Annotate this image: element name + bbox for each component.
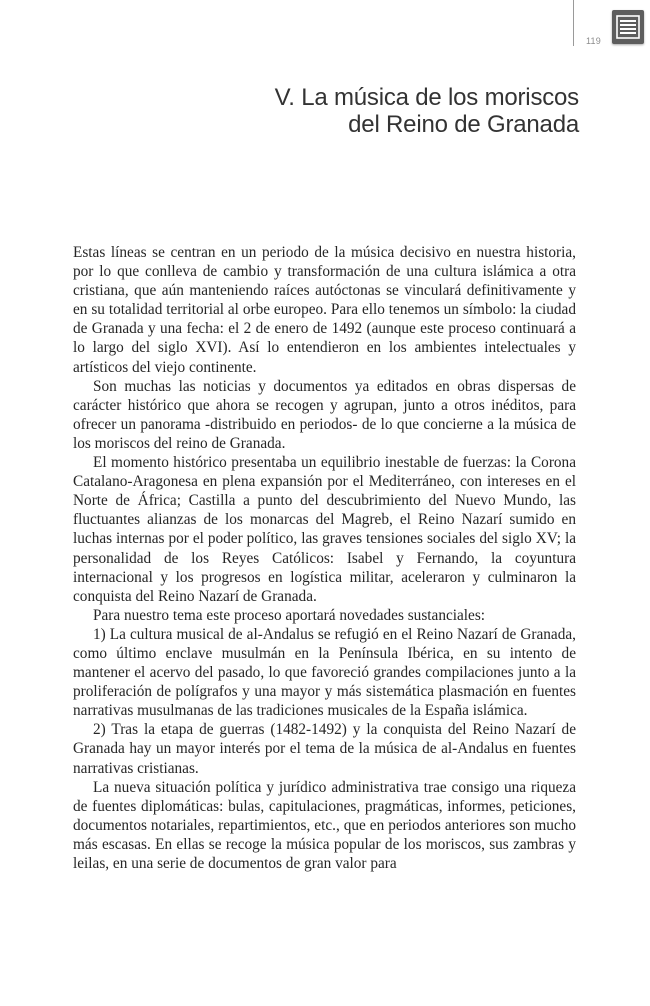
header-divider bbox=[573, 0, 574, 46]
paragraph-diplomatic-sources: La nueva situación política y jurídico administrativa trae consigo una riqueza de fuentes diplomáticas: bulas, capitulaciones, pragmáticas, informes, peticiones, documentos notariales, repartimientos, etc., que en periodos anteriores son mucho más escasas. En ellas se recoge la música popular de los moriscos, sus zambras y leilas, en una serie de documentos de gran valor para bbox=[73, 778, 576, 872]
paragraph-point-2: 2) Tras la etapa de guerras (1482-1492) y la conquista del Reino Nazarí de Granada hay un mayor interés por el tema de la música de al-Andalus en fuentes narrativas cristianas. bbox=[73, 721, 576, 777]
body-text bbox=[73, 243, 576, 873]
paragraph-point-1: 1) La cultura musical de al-Andalus se refugió en el Reino Nazarí de Granada, como último enclave musulmán en la Península Ibérica, en su intento de mantener el acervo del pasado, lo que favoreció grandes compilaciones junto a la proliferación de polígrafos y una mayor y más sistemática plasmación en fuentes narrativas musulmanas de las tradiciones musicales de la España islámica. bbox=[73, 625, 576, 720]
page-number: 119 bbox=[586, 36, 601, 46]
paragraph-intro: Estas líneas se centran en un periodo de la música decisivo en nuestra historia, por lo que conlleva de cambio y transformación de una cultura islámica a otra cristiana, que aún manteniendo raíces autóctonas se vinculará definitivamente y en su totalidad territorial al orbe europeo. Para ello tenemos un símbolo: la ciudad de Granada y una fecha: el 2 de enero de 1492 (aunque este proceso continuará a lo largo del siglo XVI). Así lo entendieron en los ambientes intelectuales y artísticos del viejo continente. bbox=[73, 244, 576, 376]
chapter-title-line-2: del Reino de Granada bbox=[348, 111, 579, 138]
menu-list-icon bbox=[612, 10, 644, 44]
paragraph-sources: Son muchas las noticias y documentos ya editados en obras dispersas de carácter histórico que ahora se recogen y agrupan, junto a otros inéditos, para ofrecer un panorama -distribuido en periodos- de lo que concierne a la música de los moriscos del reino de Granada. bbox=[73, 377, 576, 452]
chapter-title bbox=[275, 84, 579, 138]
menu-button[interactable] bbox=[612, 10, 644, 44]
paragraph-historical-moment: El momento histórico presentaba un equilibrio inestable de fuerzas: la Corona Catalano-Aragonesa en plena expansión por el Mediterráneo, con intereses en el Norte de África; Castilla a punto del descubrimiento del Nuevo Mundo, las fluctuantes alianzas de los monarcas del Magreb, el Reino Nazarí sumido en luchas internas por el poder político, las graves tensiones sociales del siglo XV; la personalidad de los Reyes Católicos: Isabel y Fernando, la coyuntura internacional y los progresos en logística militar, aceleraron y culminaron la conquista del Reino Nazarí de Granada. bbox=[73, 454, 576, 605]
paragraph-novelties-intro: Para nuestro tema este proceso aportará novedades sustanciales: bbox=[93, 606, 486, 624]
chapter-title-line-1: V. La música de los moriscos bbox=[274, 84, 579, 111]
